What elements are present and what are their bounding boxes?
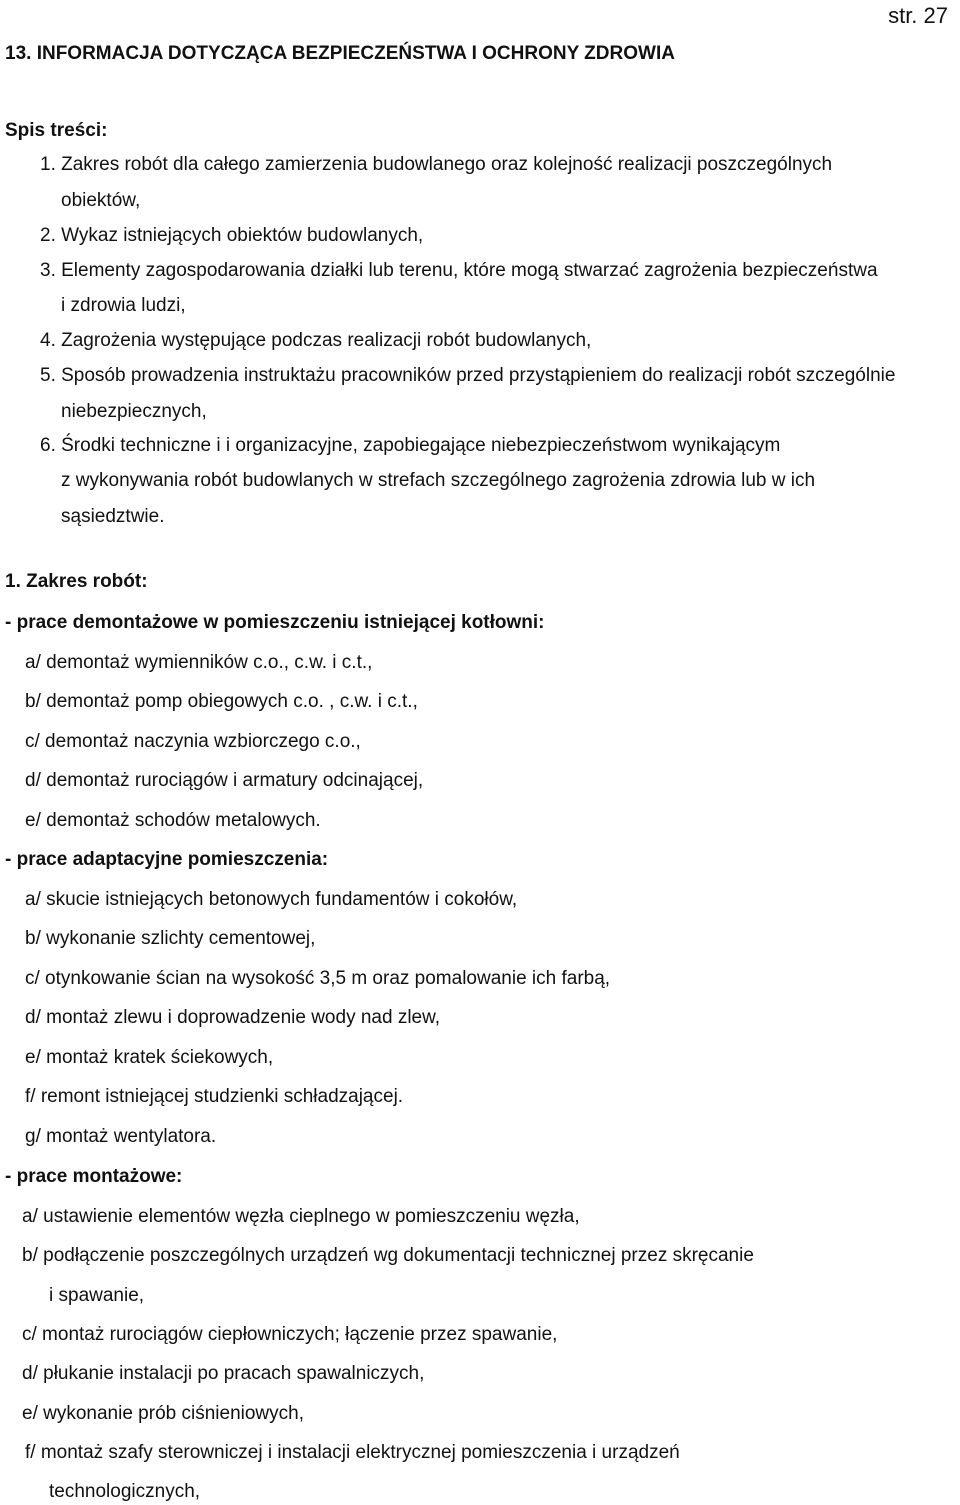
toc-item-6-line-2: z wykonywania robót budowlanych w strefach szczególnego zagrożenia zdrowia lub w ich: [61, 470, 816, 491]
list-item: e/ demontaż schodów metalowych.: [25, 810, 321, 831]
group-heading-demolition: - prace demontażowe w pomieszczeniu istniejącej kotłowni:: [5, 612, 545, 633]
section-1-title: 1. Zakres robót:: [5, 571, 148, 592]
toc-item-6-line-3: sąsiedztwie.: [61, 506, 165, 527]
list-item: c/ otynkowanie ścian na wysokość 3,5 m oraz pomalowanie ich farbą,: [25, 968, 611, 989]
list-item: b/ demontaż pomp obiegowych c.o. , c.w. i c.t.,: [25, 691, 418, 712]
toc-item-3-line-2: i zdrowia ludzi,: [61, 295, 186, 316]
list-item: c/ demontaż naczynia wzbiorczego c.o.,: [25, 731, 361, 752]
list-item: d/ płukanie instalacji po pracach spawalniczych,: [22, 1363, 425, 1384]
list-item: d/ demontaż rurociągów i armatury odcinającej,: [25, 770, 424, 791]
page-number: str. 27: [888, 3, 948, 28]
list-item: c/ montaż rurociągów ciepłowniczych; łączenie przez spawanie,: [22, 1324, 558, 1345]
list-item: b/ wykonanie szlichty cementowej,: [25, 928, 316, 949]
toc-item-5-line-1: 5. Sposób prowadzenia instruktażu pracowników przed przystąpieniem do realizacji robót szczególnie: [40, 365, 896, 386]
list-item: a/ ustawienie elementów węzła cieplnego w pomieszczeniu węzła,: [22, 1206, 580, 1227]
list-item: a/ demontaż wymienników c.o., c.w. i c.t.,: [25, 652, 373, 673]
toc-item-1-line-2: obiektów,: [61, 190, 141, 211]
document-title: 13. INFORMACJA DOTYCZĄCA BEZPIECZEŃSTWA I OCHRONY ZDROWIA: [5, 43, 675, 64]
group-heading-adaptation: - prace adaptacyjne pomieszczenia:: [5, 849, 329, 870]
list-item-continuation: technologicznych,: [49, 1481, 201, 1502]
toc-item-1-line-1: 1. Zakres robót dla całego zamierzenia budowlanego oraz kolejność realizacji poszczególnych: [40, 154, 833, 175]
toc-item-2-line-1: 2. Wykaz istniejących obiektów budowlanych,: [40, 225, 424, 246]
list-item: f/ montaż szafy sterowniczej i instalacji elektrycznej pomieszczenia i urządzeń: [25, 1442, 680, 1463]
toc-item-4-line-1: 4. Zagrożenia występujące podczas realizacji robót budowlanych,: [40, 330, 592, 351]
list-item: e/ montaż kratek ściekowych,: [25, 1047, 274, 1068]
toc-item-3-line-1: 3. Elementy zagospodarowania działki lub terenu, które mogą stwarzać zagrożenia bezpieczeństwa: [40, 260, 878, 281]
list-item: d/ montaż zlewu i doprowadzenie wody nad zlew,: [25, 1007, 441, 1028]
list-item: b/ podłączenie poszczególnych urządzeń wg dokumentacji technicznej przez skręcanie: [22, 1245, 754, 1266]
list-item: a/ skucie istniejących betonowych fundamentów i cokołów,: [25, 889, 518, 910]
list-item: f/ remont istniejącej studzienki schładzającej.: [25, 1086, 404, 1107]
list-item-continuation: i spawanie,: [49, 1285, 145, 1306]
toc-item-5-line-2: niebezpiecznych,: [61, 401, 207, 422]
toc-item-6-line-1: 6. Środki techniczne i i organizacyjne, zapobiegające niebezpieczeństwom wynikającym: [40, 435, 781, 456]
list-item: g/ montaż wentylatora.: [25, 1126, 217, 1147]
group-heading-assembly: - prace montażowe:: [5, 1166, 183, 1187]
toc-heading: Spis treści:: [5, 120, 108, 141]
list-item: e/ wykonanie prób ciśnieniowych,: [22, 1403, 304, 1424]
